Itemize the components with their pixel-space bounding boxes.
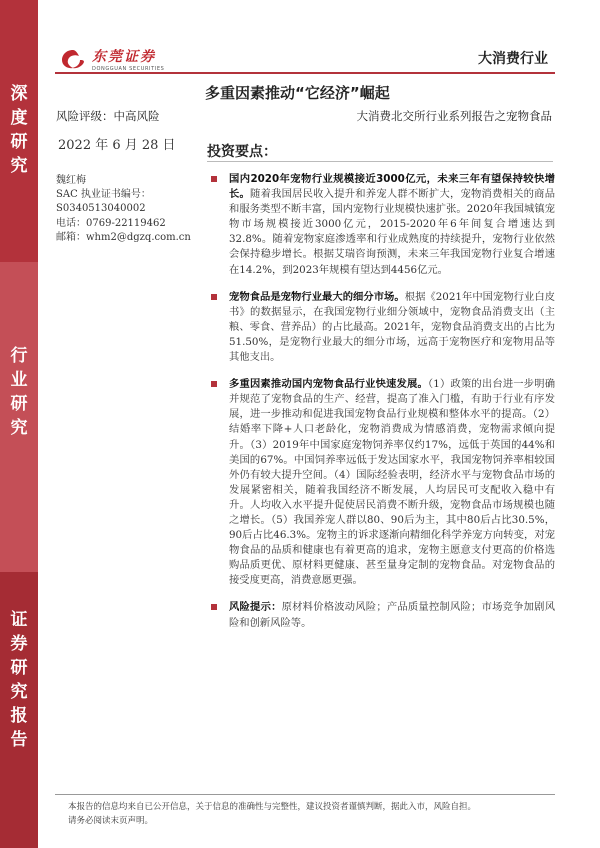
key-points-list (207, 172, 555, 643)
logo-name-en: DONGGUAN SECURITIES (92, 66, 165, 72)
analyst-info (56, 174, 191, 245)
analyst-cert-label: SAC 执业证书编号： (56, 189, 151, 201)
analyst-name: 魏红梅 (56, 175, 86, 186)
bullet-square-icon (211, 294, 217, 300)
key-point-lead: 多重因素推动国内宠物食品行业快速发展。 (229, 378, 428, 391)
side-band-char: 研 (10, 394, 28, 414)
header-divider (55, 72, 555, 74)
key-point-body: 根据《2021年中国宠物行业白皮书》的数据显示，在我国宠物行业细分领域中，宠物食品消费支出（主粮、零食、营养品）的占比最高。2021年，宠物食品消费支出的占比为51.50%，是宠物行业最大的细分市场，远高于宠物医疗和宠物用品等其他支出。 (229, 290, 555, 364)
side-band-char: 研 (10, 658, 28, 678)
logo-name-cn: 东莞证券 (92, 49, 156, 65)
side-band-char: 研 (10, 132, 28, 152)
key-point (207, 600, 555, 630)
side-band-char: 证 (10, 610, 28, 630)
side-band-char: 究 (10, 682, 28, 702)
logo-mark-icon (60, 48, 86, 70)
report-series: 大消费北交所行业系列报告之宠物食品 (356, 109, 552, 123)
side-band-securities-report (0, 572, 38, 848)
analyst-cert-no: S0340513040002 (56, 203, 146, 215)
side-band-deep-research (0, 0, 38, 262)
side-band-industry-research (0, 262, 38, 572)
company-logo (60, 46, 164, 72)
disclaimer-line: 请务必阅读末页声明。 (68, 816, 154, 826)
key-point-lead: 国内2020年宠物行业规模接近3000亿元，未来三年有望保持较快增长。 (229, 173, 555, 201)
key-points-divider (207, 161, 553, 162)
bullet-square-icon (211, 604, 217, 610)
key-point-body: （1）政策的出台进一步明确并规范了宠物食品的生产、经营，提高了准入门槛，有助于行业有序发展，进一步推动和促进我国宠物食品行业规模和整体水平的提高。（2）结婚率下降+人口老龄化，宠物消费成为情感消费，宠物需求倾向提升。（3）2019年中国家庭宠物饲养率仅约17%，远低于英国的44%和美国的67%。中国饲养率远低于发达国家水平，我国宠物饲养率相较国外仍有较大提升空间。（4）国际经验表明，经济水平与宠物食品市场的发展紧密相关，随着我国经济不断发展，人均居民可支配收入稳中有升。人均收入水平提升促使居民消费不断升级，宠物食品市场规模也随之增长。（5）我国养宠人群以80、90后为主，其中80后占比30.5%，90后占比46.3%。宠物主的诉求逐渐向精细化科学养宠方向转变，对宠物食品的品质和健康也有着更高的追求，宠物主愿意支付更高的价格选购品质更优、原材料更健康、甚至量身定制的宠物食品。对宠物食品的接受度更高，消费意愿更强。 (229, 378, 556, 587)
key-point (207, 172, 555, 278)
key-point-lead: 宠物食品是宠物行业最大的细分市场。 (229, 290, 405, 303)
side-band-char: 告 (10, 730, 28, 750)
side-band-char: 究 (10, 418, 28, 438)
key-point-body: 原材料价格波动风险；产品质量控制风险；市场竞争加剧风险和创新风险等。 (229, 601, 556, 629)
risk-rating: 风险评级：中高风险 (56, 109, 160, 123)
key-point (207, 377, 555, 588)
bullet-square-icon (211, 381, 217, 387)
report-title: 多重因素推动“它经济”崛起 (205, 84, 390, 102)
key-point (207, 290, 555, 365)
side-band-char: 行 (10, 346, 28, 366)
side-band-char: 度 (10, 108, 28, 128)
side-band-char: 业 (10, 370, 28, 390)
report-date: 2022 年 6 月 28 日 (58, 138, 176, 153)
side-band-char: 券 (10, 634, 28, 654)
key-point-body: 随着我国居民收入提升和养宠人群不断扩大，宠物消费相关的商品和服务类型不断丰富，国内宠物行业规模快速扩张。2020年我国城镇宠物市场规模接近3000亿元，2015-2020年6年间复合增速达到32.8%。随着宠物家庭渗透率和行业成熟度的持续提升，宠物行业依然会保持稳步增长。根据艾瑞咨询预测，未来三年我国宠物行业复合增速在14.2%，到2023年规模有望达到4456亿元。 (229, 188, 555, 276)
key-points-title: 投资要点： (207, 144, 277, 160)
disclaimer (68, 800, 548, 828)
analyst-phone: 电话：0769-22119462 (56, 217, 166, 229)
disclaimer-line: 本报告的信息均来自已公开信息，关于信息的准确性与完整性，建议投资者谨慎判断，据此入市，风险自担。 (68, 802, 477, 812)
side-band-char: 究 (10, 156, 28, 176)
side-band-char: 报 (10, 706, 28, 726)
footer-divider (55, 794, 555, 795)
side-band-char: 深 (10, 84, 28, 104)
bullet-square-icon (211, 176, 217, 182)
sector-label: 大消费行业 (478, 51, 548, 67)
key-point-lead: 风险提示： (229, 601, 282, 614)
analyst-email: 邮箱：whm2@dgzq.com.cn (56, 231, 191, 243)
